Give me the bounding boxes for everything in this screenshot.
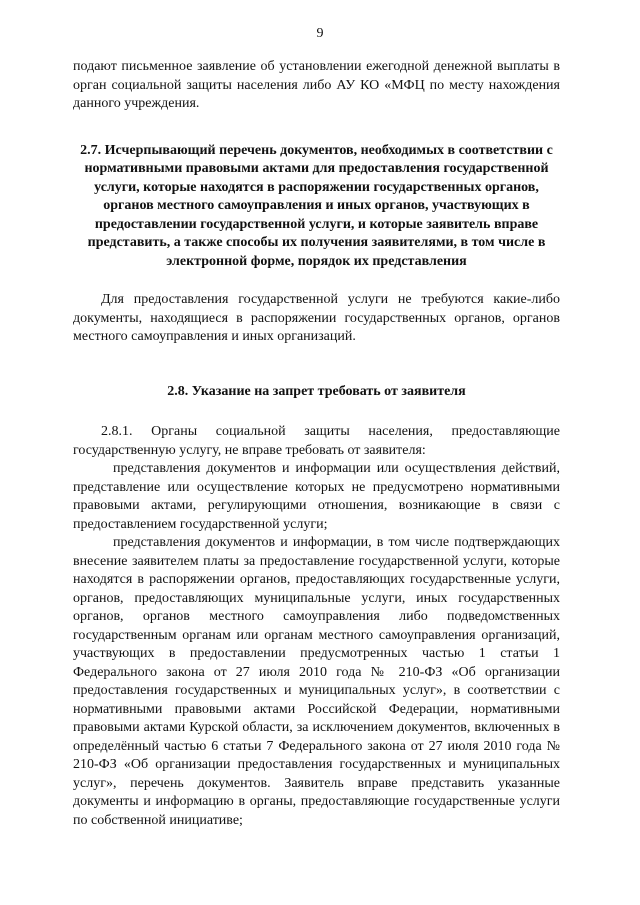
spacer bbox=[73, 114, 560, 142]
spacer bbox=[73, 271, 560, 291]
section-2-8-1-paragraph: 2.8.1. Органы социальной защиты населения, предоставляющие государственную услугу, не вправе требовать от заявителя: bbox=[73, 424, 560, 458]
prohibition-item-2: представления документов и информации, в том числе подтверждающих внесение заявителем платы за предоставление государственной услуги, которые находятся в распоряжении органов, предоставляющих государственные услуги, органов, предоставляющих муниципальные услуги, иных государственных органов, органов местного самоуправления либо подведомственных государственным органам или органам местного самоуправления организаций, участвующих в предоставлении предусмотренных частью 1 статьи 1 Федерального закона от 27 июля 2010 года № 210-ФЗ «Об организации предоставления государственных и муниципальных услуг», в соответствии с нормативными правовыми актами Российской Федерации, нормативными правовыми актами Курской области, за исключением документов, включенных в определённый частью 6 статьи 7 Федерального закона от 27 июля 2010 года № 210-ФЗ «Об организации предоставления государственных и муниципальных услуг», перечень документов. Заявитель вправе представить указанные документы и информацию в органы, предоставляющие государственные услуги по собственной инициативе; bbox=[73, 535, 560, 828]
section-2-8-heading: 2.8. Указание на запрет требовать от заявителя bbox=[167, 383, 466, 399]
section-2-7-heading: 2.7. Исчерпывающий перечень документов, необходимых в соответствии с нормативными правовыми актами для предоставления государственной услуги, которые находятся в распоряжении государственных органов, органов местного самоуправления и иных органов, участвующих в предоставлении государственной услуги, и которые заявитель вправе представить, а также способы их получения заявителями, в том числе в электронной форме, порядок их представления bbox=[80, 142, 553, 269]
page-content bbox=[73, 58, 560, 830]
spacer bbox=[73, 401, 560, 423]
prohibition-item-1: представления документов и информации или осуществления действий, представление или осуществление которых не предусмотрено нормативными правовыми актами, регулирующими отношения, возникающие в связи с предоставлением государственной услуги; bbox=[73, 461, 560, 532]
page-number: 9 bbox=[316, 26, 324, 41]
spacer bbox=[73, 347, 560, 383]
intro-paragraph: подают письменное заявление об установлении ежегодной денежной выплаты в орган социальной защиты населения либо АУ КО «МФЦ по месту нахождения данного учреждения. bbox=[73, 59, 560, 111]
section-2-7-paragraph: Для предоставления государственной услуги не требуются какие-либо документы, находящиеся в распоряжении государственных органов, органов местного самоуправления и иных организаций. bbox=[73, 292, 560, 344]
